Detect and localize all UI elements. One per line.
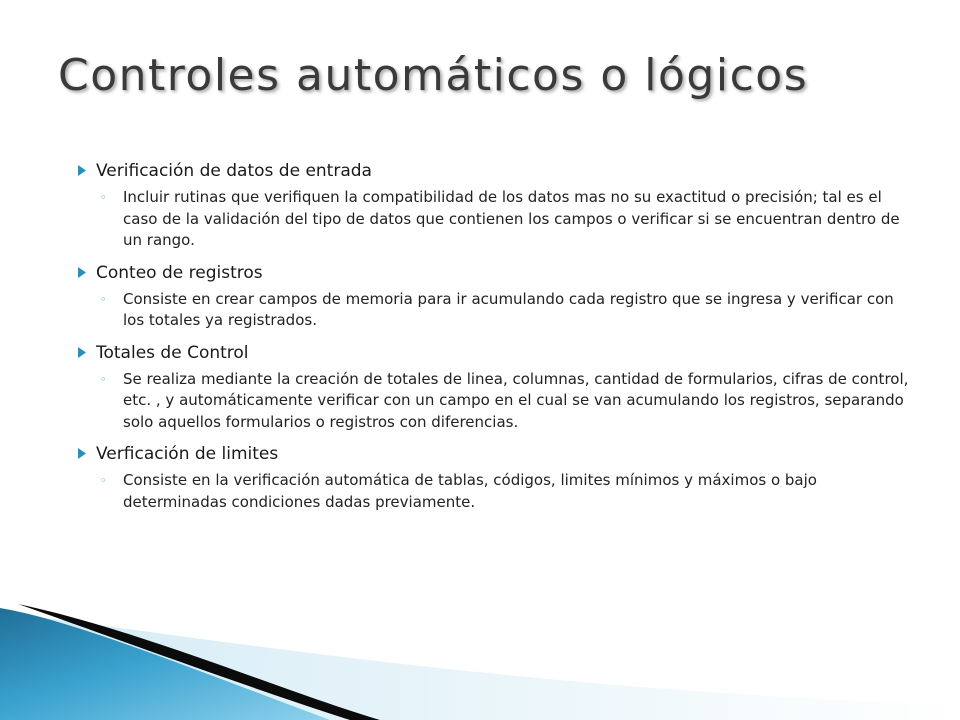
blue-swoosh — [0, 608, 330, 720]
bullet-heading: Conteo de registros — [96, 262, 263, 283]
bullet-item — [78, 340, 918, 434]
bullet-detail: Incluir rutinas que verifiquen la compatibilidad de los datos mas no su exactitud o precisión; tal es el caso de la validación del tipo de datos que contienen los campos o verificar si se encuentran dentro de un rango. — [123, 188, 900, 249]
bullet-item — [78, 260, 918, 332]
bullet-item — [78, 441, 918, 513]
black-swoosh — [18, 604, 380, 720]
slide-title: Controles automáticos o lógicos — [58, 50, 809, 101]
bullet-detail: Se realiza mediante la creación de totales de linea, columnas, cantidad de formularios, cifras de control, etc. , y automáticamente verificar con un campo en el cual se van acumulando los registros, separando solo aquellos formularios o registros con diferencias. — [123, 369, 909, 431]
bullet-heading: Totales de Control — [96, 342, 249, 363]
bullet-heading: Verficación de limites — [96, 444, 279, 464]
triangle-right-icon — [78, 260, 96, 278]
triangle-right-icon — [78, 158, 96, 176]
pale-blue-band — [0, 612, 960, 720]
bullet-detail: Consiste en crear campos de memoria para ir acumulando cada registro que se ingresa y verificar con los totales ya registrados. — [123, 289, 894, 329]
triangle-right-icon — [78, 340, 96, 358]
hollow-circle-icon: ◦ — [100, 474, 107, 487]
bullet-detail: Consiste en la verificación automática de tablas, códigos, limites mínimos y máximos o bajo determinadas condiciones dadas previamente. — [123, 471, 817, 511]
triangle-right-icon — [78, 441, 96, 459]
hollow-circle-icon: ◦ — [100, 191, 107, 204]
bullet-item — [78, 158, 918, 252]
bullet-heading: Verificación de datos de entrada — [96, 161, 372, 181]
slide-content — [78, 158, 918, 521]
hollow-circle-icon: ◦ — [100, 372, 107, 386]
hollow-circle-icon: ◦ — [100, 292, 107, 306]
